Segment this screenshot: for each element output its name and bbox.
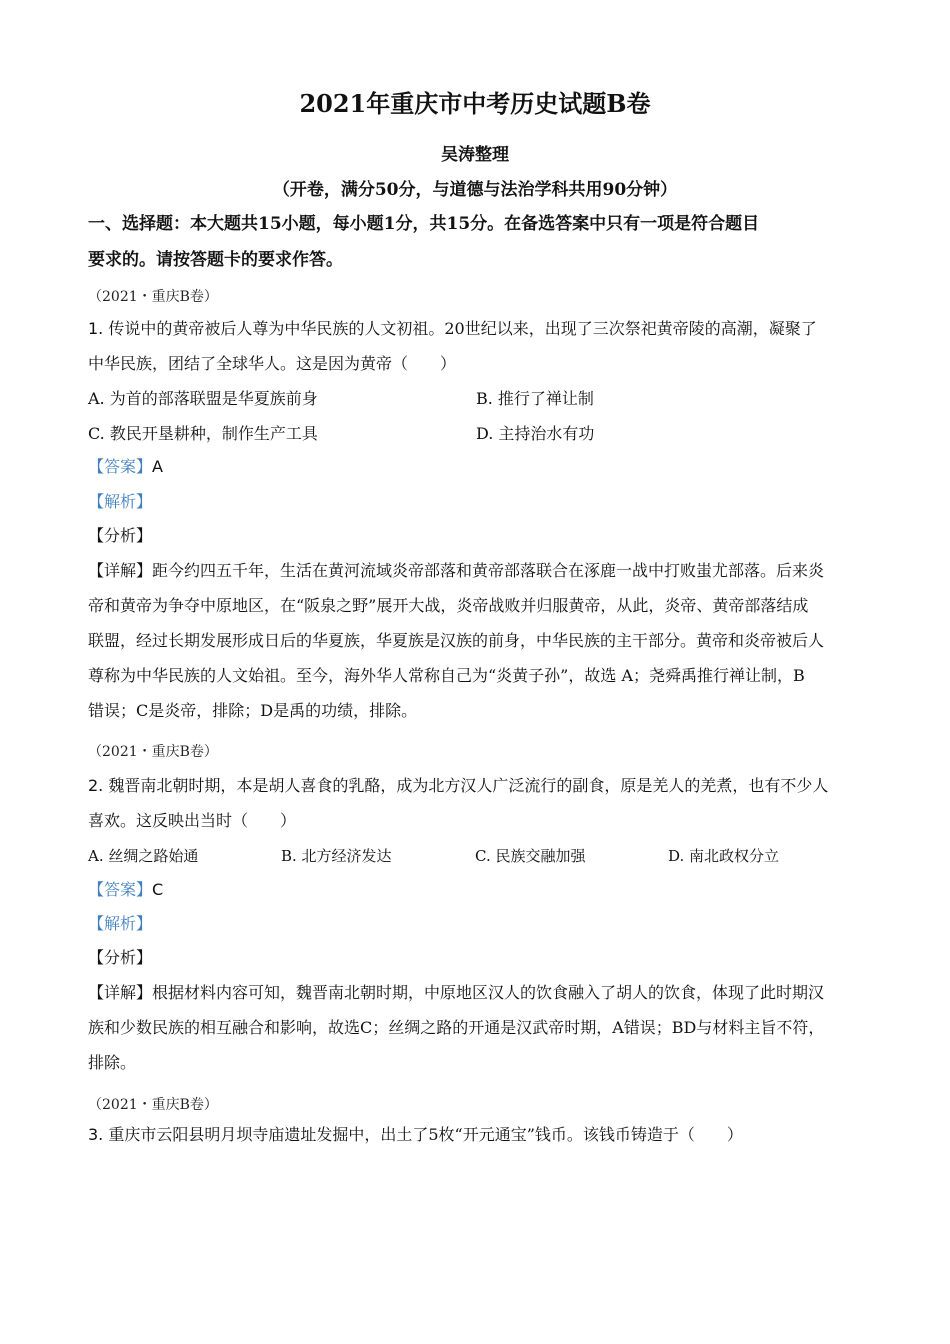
q2-option-c: C. 民族交融加强 xyxy=(475,847,586,865)
section-heading-line-1: 一、选择题：本大题共15小题，每小题1分，共15分。在备选答案中只有一项是符合题目 xyxy=(88,214,760,234)
section-heading-line-2: 要求的。请按答题卡的要求作答。 xyxy=(88,250,343,270)
q1-detail-line-4: 尊称为中华民族的人文始祖。至今，海外华人常称自己为“炎黄子孙”，故选 A；尧舜禹推行禅让制，B xyxy=(88,666,805,685)
q2-detail-tag: 【详解】 xyxy=(88,983,153,1002)
exam-note: （开卷，满分50分，与道德与法治学科共用90分钟） xyxy=(272,180,678,200)
q1-detail-line-5: 错误；C是炎帝，排除；D是禹的功绩，排除。 xyxy=(88,701,418,720)
q1-number: 1. xyxy=(88,319,104,338)
q2-detail-line-2: 族和少数民族的相互融合和影响，故选C；丝绸之路的开通是汉武帝时期，A错误；BD与材料主旨不符， xyxy=(88,1018,825,1037)
q1-detail-line-1 xyxy=(88,553,868,588)
q1-stem-text-1: 传说中的黄帝被后人尊为中华民族的人文初祖。20世纪以来，出现了三次祭祀黄帝陵的高潮，凝聚了 xyxy=(108,319,817,338)
q2-answer-line xyxy=(88,872,868,907)
q2-jiexi-tag: 【解析】 xyxy=(88,914,153,933)
q1-option-d: D. 主持治水有功 xyxy=(476,424,595,443)
q1-answer-tag: 【答案】 xyxy=(88,457,153,476)
q2-fenxi-tag: 【分析】 xyxy=(88,948,153,967)
q2-stem-text-1: 魏晋南北朝时期，本是胡人喜食的乳酪，成为北方汉人广泛流行的副食，原是羌人的羌煮，也有不少人 xyxy=(108,776,829,795)
q2-stem-line-2: 喜欢。这反映出当时（ ） xyxy=(88,811,297,830)
q1-option-b: B. 推行了禅让制 xyxy=(476,389,594,408)
author-line: 吴涛整理 xyxy=(441,145,509,165)
page-title: 2021年重庆市中考历史试题B卷 xyxy=(299,89,651,118)
q2-detail-line-3: 排除。 xyxy=(88,1053,137,1072)
q2-source: （2021・重庆B卷） xyxy=(88,744,218,760)
q2-option-b: B. 北方经济发达 xyxy=(281,847,392,865)
q2-detail-text-1: 根据材料内容可知，魏晋南北朝时期，中原地区汉人的饮食融入了胡人的饮食，体现了此时期汉 xyxy=(152,983,825,1002)
q1-stem-line-1 xyxy=(88,311,868,346)
q1-jiexi-tag: 【解析】 xyxy=(88,492,153,511)
q3-source: （2021・重庆B卷） xyxy=(88,1097,218,1113)
q2-answer-tag: 【答案】 xyxy=(88,880,153,899)
q1-source: （2021・重庆B卷） xyxy=(88,289,218,305)
q1-detail-line-2: 帝和黄帝为争夺中原地区，在“阪泉之野”展开大战，炎帝战败并归服黄帝，从此，炎帝、黄帝部落结成 xyxy=(88,596,809,615)
q1-answer-line xyxy=(88,449,868,484)
q1-detail-tag: 【详解】 xyxy=(88,561,153,580)
q1-stem-line-2: 中华民族，团结了全球华人。这是因为黄帝（ ） xyxy=(88,354,457,373)
q2-answer: C xyxy=(152,880,164,899)
q1-detail-text-1: 距今约四五千年，生活在黄河流域炎帝部落和黄帝部落联合在涿鹿一战中打败蚩尤部落。后来炎 xyxy=(152,561,825,580)
q3-stem-text-1: 重庆市云阳县明月坝寺庙遗址发掘中，出土了5枚“开元通宝”钱币。该钱币铸造于（ ） xyxy=(108,1125,743,1144)
q1-option-a: A. 为首的部落联盟是华夏族前身 xyxy=(88,389,318,408)
q1-fenxi-tag: 【分析】 xyxy=(88,526,153,545)
q3-stem-line-1 xyxy=(88,1117,868,1152)
q1-option-c: C. 教民开垦耕种，制作生产工具 xyxy=(88,424,318,443)
q1-detail-line-3: 联盟，经过长期发展形成日后的华夏族，华夏族是汉族的前身，中华民族的主干部分。黄帝和炎帝被后人 xyxy=(88,631,825,650)
q2-option-d: D. 南北政权分立 xyxy=(668,847,780,865)
q2-detail-line-1 xyxy=(88,975,868,1010)
q2-stem-line-1 xyxy=(88,768,868,803)
q3-number: 3. xyxy=(88,1125,104,1144)
q2-option-a: A. 丝绸之路始通 xyxy=(88,847,199,865)
q1-answer: A xyxy=(152,457,163,476)
q2-number: 2. xyxy=(88,776,104,795)
